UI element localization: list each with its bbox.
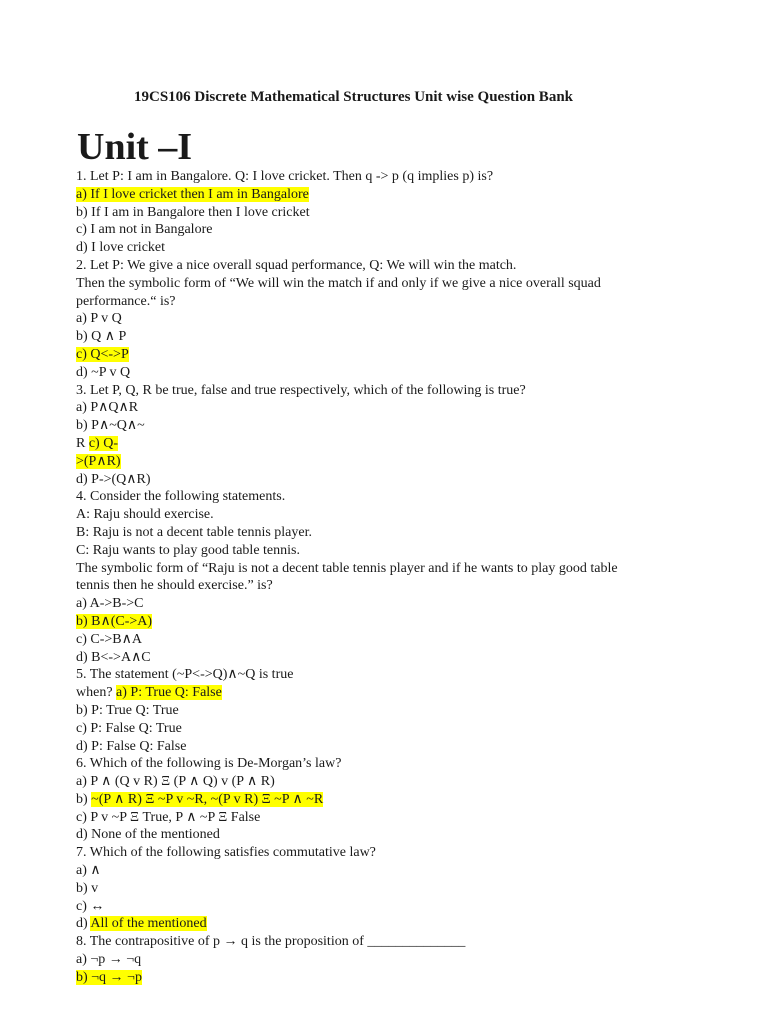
text-line xyxy=(76,577,686,595)
text-line xyxy=(76,880,686,898)
line-text: a) P ∧ (Q v R) Ξ (P ∧ Q) v (P ∧ R) xyxy=(76,774,275,790)
text-line xyxy=(76,257,686,275)
correct-answer-highlight: a) If I love cricket then I am in Bangalore xyxy=(76,186,309,202)
text-line xyxy=(76,702,686,720)
line-text: 4. Consider the following statements. xyxy=(76,489,286,505)
line-text: tennis then he should exercise.” is? xyxy=(76,578,273,594)
line-text: c) P v ~P Ξ True, P ∧ ~P Ξ False xyxy=(76,809,261,825)
text-line xyxy=(76,809,686,827)
correct-answer-highlight: b) ¬q → ¬p xyxy=(76,969,142,985)
document-title: 19CS106 Discrete Mathematical Structures Unit wise Question Bank xyxy=(134,89,573,105)
text-line xyxy=(76,204,686,222)
line-text: d) xyxy=(76,916,91,932)
text-line xyxy=(76,595,686,613)
answer-line-highlighted xyxy=(76,435,686,453)
text-line xyxy=(76,399,686,417)
line-text: d) ~P v Q xyxy=(76,364,131,380)
text-line xyxy=(76,328,686,346)
unit-heading: Unit –I xyxy=(77,126,193,168)
line-text: 8. The contrapositive of p → q is the proposition of ______________ xyxy=(76,934,466,950)
text-line xyxy=(76,560,686,578)
text-line xyxy=(76,720,686,738)
correct-answer-highlight: ~(P ∧ R) Ξ ~P v ~R, ~(P v R) Ξ ~P ∧ ~R xyxy=(91,791,324,807)
answer-line-highlighted xyxy=(76,969,686,987)
line-text: a) A->B->C xyxy=(76,596,144,612)
line-text: d) I love cricket xyxy=(76,240,166,256)
line-text: when? xyxy=(76,685,117,701)
line-text: d) P->(Q∧R) xyxy=(76,471,151,487)
text-line xyxy=(76,542,686,560)
line-text: a) ¬p → ¬q xyxy=(76,952,142,968)
correct-answer-highlight: c) Q<->P xyxy=(76,346,129,362)
question-list xyxy=(76,168,686,987)
answer-line-highlighted xyxy=(76,186,686,204)
answer-line-highlighted xyxy=(76,915,686,933)
text-line xyxy=(76,471,686,489)
correct-answer-highlight: All of the mentioned xyxy=(90,916,207,932)
answer-line-highlighted xyxy=(76,346,686,364)
text-line xyxy=(76,506,686,524)
line-text: b) Q ∧ P xyxy=(76,329,127,345)
text-line xyxy=(76,951,686,969)
line-text: 3. Let P, Q, R be true, false and true respectively, which of the following is true? xyxy=(76,382,526,398)
text-line xyxy=(76,221,686,239)
line-text: d) None of the mentioned xyxy=(76,827,220,843)
line-text: b) v xyxy=(76,880,99,896)
text-line xyxy=(76,844,686,862)
answer-line-highlighted xyxy=(76,613,686,631)
line-text: Then the symbolic form of “We will win the match if and only if we give a nice overall squad xyxy=(76,275,601,291)
text-line xyxy=(76,666,686,684)
line-text: B: Raju is not a decent table tennis player. xyxy=(76,524,312,540)
answer-line-highlighted xyxy=(76,684,686,702)
text-line xyxy=(76,649,686,667)
line-text: a) ∧ xyxy=(76,863,101,879)
text-line xyxy=(76,382,686,400)
text-line xyxy=(76,755,686,773)
line-text: c) P: False Q: True xyxy=(76,720,182,736)
correct-answer-highlight: a) P: True Q: False xyxy=(116,685,222,701)
line-text: c) ↔ xyxy=(76,898,105,914)
text-line xyxy=(76,898,686,916)
line-text: A: Raju should exercise. xyxy=(76,507,214,523)
line-text: b) P∧~Q∧~ xyxy=(76,418,145,434)
line-text: a) P∧Q∧R xyxy=(76,400,139,416)
correct-answer-highlight: c) Q- xyxy=(88,435,118,451)
text-line xyxy=(76,826,686,844)
line-text: b) xyxy=(76,791,92,807)
line-text: c) C->B∧A xyxy=(76,631,142,647)
text-line xyxy=(76,293,686,311)
line-text: C: Raju wants to play good table tennis. xyxy=(76,542,300,558)
text-line xyxy=(76,239,686,257)
text-line xyxy=(76,738,686,756)
line-text: 1. Let P: I am in Bangalore. Q: I love cricket. Then q -> p (q implies p) is? xyxy=(76,169,494,184)
text-line xyxy=(76,488,686,506)
text-line xyxy=(76,310,686,328)
line-text: performance.“ is? xyxy=(76,293,176,309)
line-text: b) P: True Q: True xyxy=(76,702,179,718)
answer-line-highlighted xyxy=(76,453,686,471)
text-line xyxy=(76,933,686,951)
line-text: d) P: False Q: False xyxy=(76,738,187,754)
answer-line-highlighted xyxy=(76,791,686,809)
text-line xyxy=(76,364,686,382)
line-text: 6. Which of the following is De-Morgan’s law? xyxy=(76,756,342,772)
line-text: 7. Which of the following satisfies commutative law? xyxy=(76,845,376,861)
text-line xyxy=(76,275,686,293)
line-text: R xyxy=(76,435,89,451)
correct-answer-highlight: b) B∧(C->A) xyxy=(76,613,153,629)
line-text: c) I am not in Bangalore xyxy=(76,222,213,238)
line-text: a) P v Q xyxy=(76,311,122,327)
text-line xyxy=(76,524,686,542)
text-line xyxy=(76,773,686,791)
line-text: 2. Let P: We give a nice overall squad performance, Q: We will win the match. xyxy=(76,257,517,273)
text-line xyxy=(76,862,686,880)
text-line xyxy=(76,631,686,649)
line-text: d) B<->A∧C xyxy=(76,649,151,665)
text-line xyxy=(76,168,686,186)
correct-answer-highlight: >(P∧R) xyxy=(76,453,121,469)
line-text: The symbolic form of “Raju is not a decent table tennis player and if he wants to play good table xyxy=(76,560,618,576)
text-line xyxy=(76,417,686,435)
line-text: 5. The statement (~P<->Q)∧~Q is true xyxy=(76,667,294,683)
line-text: b) If I am in Bangalore then I love cricket xyxy=(76,204,310,220)
